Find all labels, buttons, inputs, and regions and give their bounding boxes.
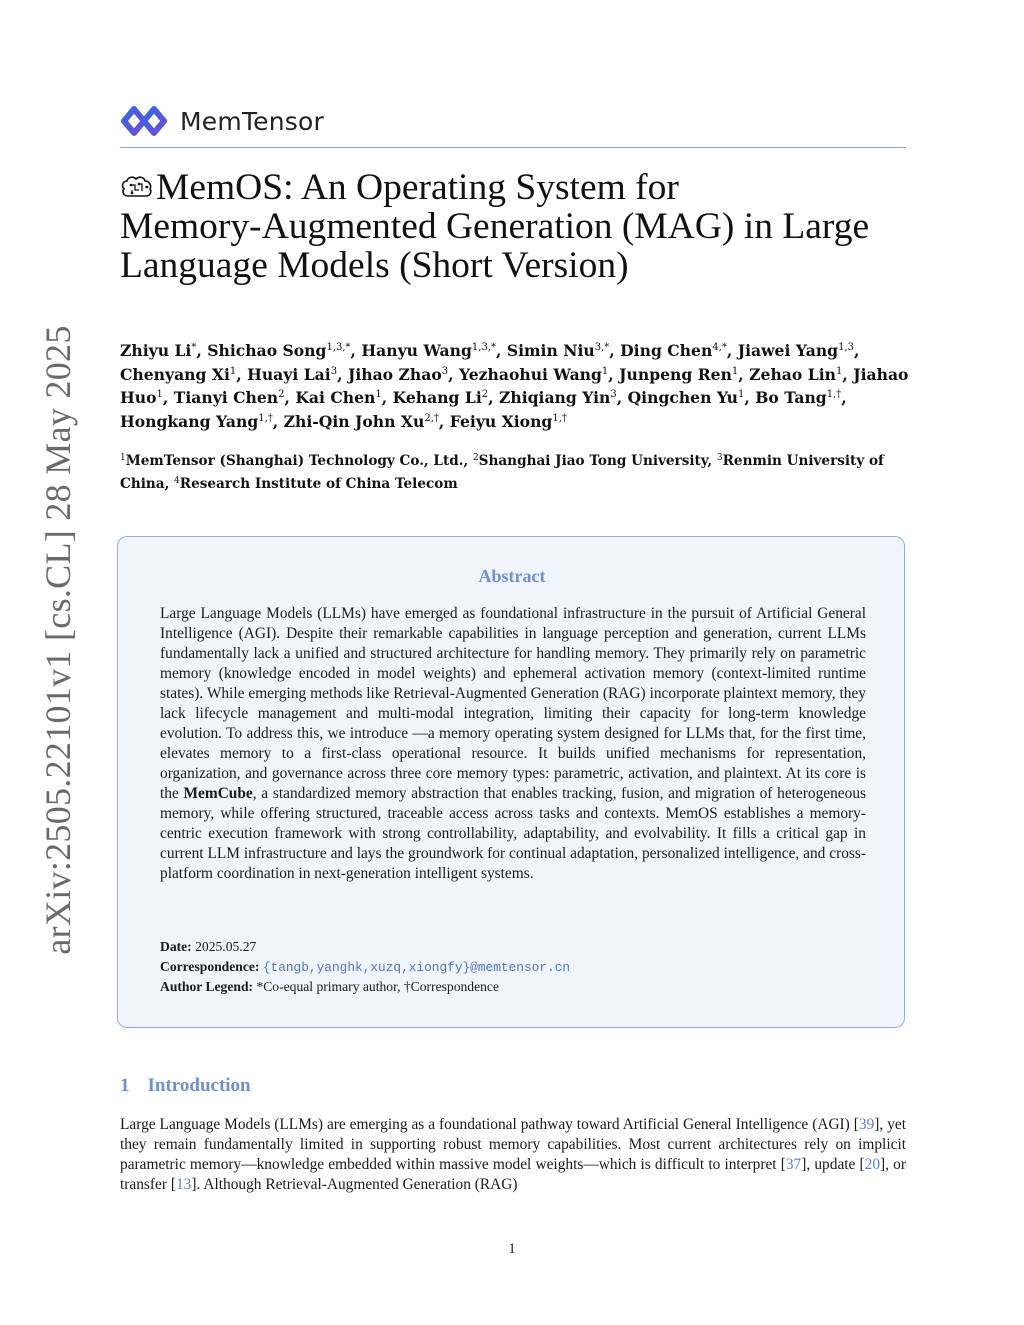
author-name: Feiyu Xiong	[449, 411, 553, 431]
author-affiliation-marker: 1,3	[838, 342, 854, 353]
author-affiliation-marker: 3	[330, 365, 338, 377]
citation-link[interactable]: 13	[175, 1176, 192, 1193]
author-affiliation-marker: 3	[441, 365, 449, 377]
affiliation-marker: 3	[716, 453, 723, 463]
affiliation-name: MemTensor (Shanghai) Technology Co., Ltd.	[125, 453, 464, 469]
title-line-1: MemOS: An Operating System for	[156, 167, 679, 208]
author-affiliation-marker: 2	[278, 389, 285, 400]
memtensor-logo-icon	[120, 102, 176, 140]
author-affiliation-marker: 2,†	[424, 412, 439, 424]
author-affiliation-marker: 1,†	[258, 412, 273, 424]
author-entry	[507, 341, 609, 360]
author-name: Tianyi Chen	[173, 388, 279, 407]
author-affiliation-marker: 1	[731, 365, 739, 377]
correspondence-label: Correspondence:	[160, 959, 260, 974]
author-entry	[749, 365, 842, 384]
author-affiliation-marker: 1	[229, 365, 237, 377]
author-entry	[499, 388, 617, 407]
author-affiliation-marker: 1	[737, 389, 745, 400]
author-legend-line	[160, 979, 866, 995]
citation-link[interactable]: 39	[858, 1116, 875, 1133]
author-entry	[247, 365, 337, 384]
affiliation-marker: 2	[472, 453, 479, 463]
affiliation-list: $^1$MemTensor (Shanghai) Technology Co., Ltd., $^2$Shanghai Jiao Tong University, $^3$Renmin University of China, $^4$Research Institute of China Telecom	[120, 453, 884, 492]
affiliation-name: Research Institute of China Telecom	[179, 476, 458, 492]
author-entry	[120, 365, 236, 384]
author-name: Zhiqiang Yin	[498, 388, 611, 407]
memtensor-logo	[120, 102, 324, 140]
author-name: Huayi Lai	[247, 364, 331, 384]
author-affiliation-marker: *	[191, 342, 197, 353]
arxiv-identifier: arXiv:2505.22101v1 [cs.CL] 28 May 2025	[38, 325, 78, 955]
author-name: Junpeng Ren	[619, 364, 732, 384]
author-name: Chenyang Xi	[120, 364, 230, 384]
intro-text-5: ]. Although Retrieval-Augmented Generation (RAG)	[191, 1176, 518, 1193]
date-line	[160, 939, 866, 955]
author-name: Shichao Song	[207, 341, 327, 360]
author-legend-text: *Co-equal primary author, †Correspondence	[256, 979, 499, 994]
author-entry	[393, 388, 489, 407]
abstract-text-part-2: , a standardized memory abstraction that enables tracking, fusion, and migration of heterogeneous memory, while offering structured, traceable access across tasks and contexts. MemOS establishes a memory-centric execution framework with strong controllability, adaptability, and evolvability. It fills a critical gap in current LLM infrastructure and lays the groundwork for continual adaptation, personalized intelligence, and cross-platform coordination in next-generation intelligent systems.	[160, 785, 867, 882]
author-entry	[120, 412, 273, 431]
author-entry	[174, 388, 285, 407]
author-legend-label: Author Legend:	[160, 979, 254, 994]
author-affiliation-marker: 1	[835, 365, 843, 377]
author-entry	[207, 341, 350, 360]
affiliation-entry	[473, 453, 707, 469]
author-entry	[450, 412, 567, 431]
brain-icon	[120, 174, 154, 202]
affiliation-name: Renmin University of China	[120, 453, 884, 492]
author-name: Zhiyu Li	[120, 341, 192, 360]
section-heading-introduction	[120, 1075, 251, 1097]
author-entry	[619, 365, 738, 384]
abstract-bold-term: MemCube	[183, 785, 253, 802]
affiliation-marker: 1	[120, 453, 126, 463]
abstract-heading: Abstract	[478, 566, 546, 586]
affiliation-entry	[120, 453, 463, 469]
author-name: Kehang Li	[392, 388, 482, 407]
intro-text-1: Large Language Models (LLMs) are emerging as a foundational pathway toward Artificial General Intelligence (AGI) [	[120, 1116, 859, 1133]
intro-text-4: ], or transfer [	[120, 1156, 906, 1193]
author-entry	[738, 341, 854, 360]
author-name: Hongkang Yang	[120, 411, 259, 431]
author-affiliation-marker: 1	[601, 365, 609, 377]
date-label: Date:	[160, 939, 192, 954]
intro-text-3: ], update [	[801, 1156, 865, 1173]
author-affiliation-marker: 1	[156, 389, 163, 400]
author-entry	[361, 341, 496, 360]
title-line-2: Memory-Augmented Generation (MAG) in Large	[120, 206, 870, 247]
author-name: Jiawei Yang	[737, 341, 839, 360]
author-entry	[120, 341, 196, 360]
author-name: Hanyu Wang	[361, 341, 472, 360]
author-entry	[628, 388, 745, 407]
author-name: Zhi-Qin John Xu	[283, 411, 425, 431]
citation-link[interactable]: 20	[864, 1156, 881, 1173]
section-title: Introduction	[147, 1075, 251, 1096]
affiliation-marker: 4	[174, 476, 180, 486]
author-name: Jihao Zhao	[347, 364, 442, 384]
paper-title	[120, 168, 920, 285]
affiliation-entry	[174, 476, 458, 492]
author-name: Ding Chen	[620, 341, 713, 360]
author-entry	[284, 412, 439, 431]
intro-text-2: ], yet they remain fundamentally limited in supporting robust memory capabilities. Most current architectures rely on implicit parametric memory—knowledge embedded within massive model weights—which is difficult to interpret [	[120, 1116, 906, 1173]
abstract-text-part-1: Large Language Models (LLMs) have emerged as foundational infrastructure in the pursuit of Artificial General Intelligence (AGI). Despite their remarkable capabilities in language perception and generation, current LLMs fundamentally lack a unified and structured architecture for handling memory. They primarily rely on parametric memory (knowledge encoded in model weights) and ephemeral activation memory (context-limited runtime states). While emerging methods like Retrieval-Augmented Generation (RAG) incorporate plaintext memory, they lack lifecycle management and multi-modal integration, limiting their capacity for long-term knowledge evolution. To address this, we introduce —a memory operating system designed for LLMs that, for the first time, elevates memory to a first-class operational resource. It builds unified mechanisms for representation, organization, and governance across three core memory types: parametric, activation, and plaintext. At its core is the	[160, 605, 866, 802]
date-value: 2025.05.27	[195, 939, 257, 954]
author-name: Kai Chen	[295, 388, 376, 407]
introduction-paragraph	[120, 1115, 906, 1195]
section-number: 1	[120, 1075, 130, 1096]
author-name: Qingchen Yu	[627, 388, 738, 407]
correspondence-line	[160, 959, 866, 975]
author-entry	[755, 388, 841, 407]
author-affiliation-marker: 4,*	[712, 342, 727, 353]
author-entry	[348, 365, 448, 384]
author-affiliation-marker: 1,†	[826, 389, 842, 400]
author-name: Zehao Lin	[749, 364, 836, 384]
author-entry	[295, 388, 381, 407]
author-affiliation-marker: 2	[481, 389, 489, 400]
citation-link[interactable]: 37	[785, 1156, 802, 1173]
affiliation-name: Shanghai Jiao Tong University	[478, 453, 708, 469]
correspondence-email-link[interactable]: {tangb,yanghk,xuzq,xiongfy}@memtensor.cn	[262, 960, 571, 975]
abstract-text	[160, 604, 866, 884]
author-affiliation-marker: 3,*	[594, 342, 610, 353]
page-number: 1	[508, 1241, 516, 1257]
author-affiliation-marker: 1	[375, 389, 382, 400]
author-entry	[620, 341, 727, 360]
author-name: Bo Tang	[755, 388, 827, 407]
author-affiliation-marker: 1,3,*	[326, 342, 351, 353]
author-list: Zhiyu Li*, Shichao Song$^{1,3,*}$, Hanyu Wang$^{1,3,*}$, Simin Niu$^{3,*}$, Ding Chen$^{4,*}$, Jiawei Yang$^{1,3}$, Chenyang Xi$^1$, Huayi Lai$^3$, Jihao Zhao$^3$, Yezhaohui Wang$^1$, Junpeng Ren$^1$, Zehao Lin$^1$, Jiahao Huo$^1$, Tianyi Chen$^2$, Kai Chen$^1$, Kehang Li$^2$, Zhiqiang Yin$^3$, Qingchen Yu$^1$, Bo Tang$^{1,\dagger}$, Hongkang Yang$^{1,\dagger}$, Zhi-Qin John $Xu^{2,\dagger}$, Feiyu Xiong$^{1,\dagger}$	[120, 341, 909, 431]
author-name: Simin Niu	[506, 341, 595, 360]
author-affiliation-marker: 1,†	[552, 412, 567, 424]
author-name: Jiahao Huo	[120, 364, 909, 407]
author-name: Yezhaohui Wang	[458, 364, 602, 384]
author-affiliation-marker: 1,3,*	[471, 342, 496, 353]
logo-text: MemTensor	[180, 106, 324, 136]
author-affiliation-marker: 3	[610, 389, 617, 400]
author-entry	[459, 365, 608, 384]
title-line-3: Language Models (Short Version)	[120, 245, 629, 286]
header-divider	[120, 147, 906, 148]
